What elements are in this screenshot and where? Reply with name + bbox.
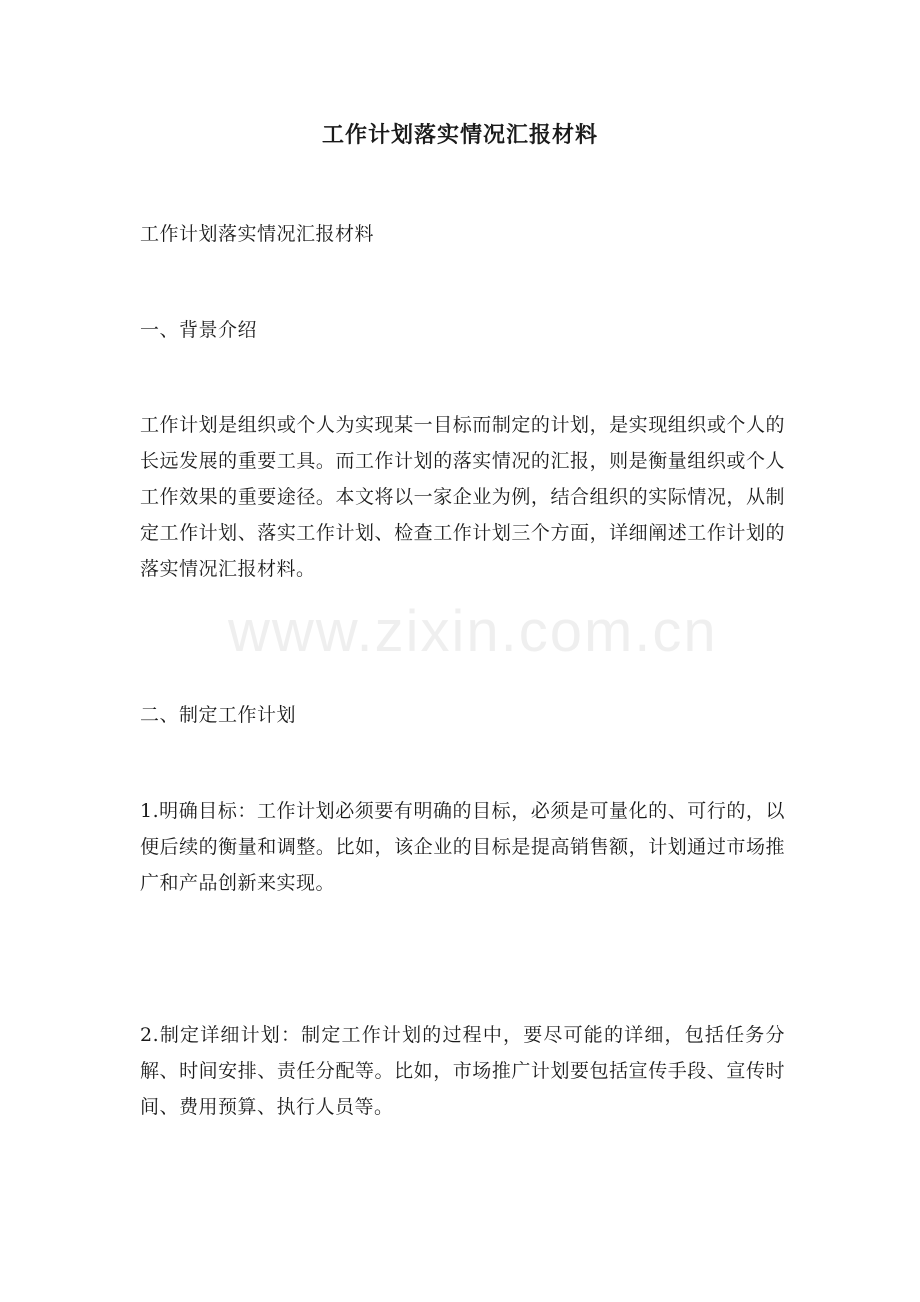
section-heading-plan: 二、制定工作计划 xyxy=(140,704,297,726)
list-item-detailed-plan: 2.制定详细计划：制定工作计划的过程中，要尽可能的详细，包括任务分解、时间安排、责任分配等。比如，市场推广计划要包括宣传手段、宣传时间、费用预算、执行人员等。 xyxy=(140,1024,785,1118)
section-body-background: 工作计划是组织或个人为实现某一目标而制定的计划，是实现组织或个人的长远发展的重要工具。而工作计划的落实情况的汇报，则是衡量组织或个人工作效果的重要途径。本文将以一家企业为例，结合组织的实际情况，从制定工作计划、落实工作计划、检查工作计划三个方面，详细阐述工作计划的落实情况汇报材料。 xyxy=(140,414,785,580)
list-item-clear-goal: 1.明确目标：工作计划必须要有明确的目标，必须是可量化的、可行的，以便后续的衡量和调整。比如，该企业的目标是提高销售额，计划通过市场推广和产品创新来实现。 xyxy=(140,800,785,894)
document-title: 工作计划落实情况汇报材料 xyxy=(321,122,598,148)
document-subtitle: 工作计划落实情况汇报材料 xyxy=(140,223,375,245)
section-heading-background: 一、背景介绍 xyxy=(140,319,258,341)
watermark-text: www.zixin.com.cn xyxy=(228,599,718,664)
